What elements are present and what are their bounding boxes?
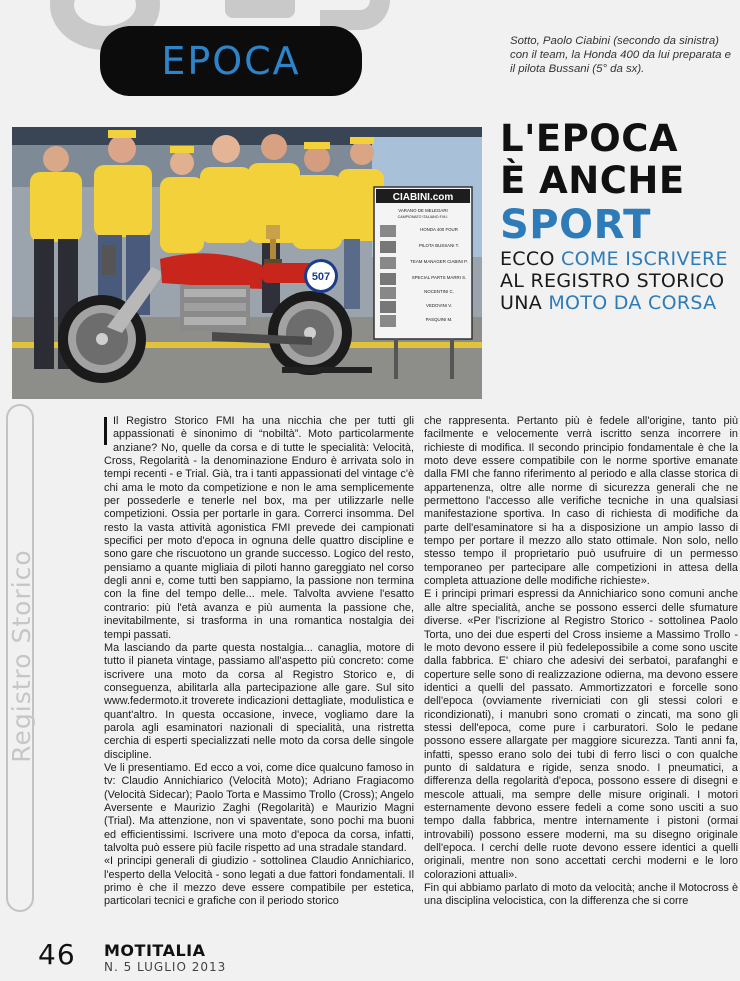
banner-line: HONDA 400 FOUR bbox=[420, 227, 458, 232]
banner-line: PILOTA BUSSANI T. bbox=[418, 243, 460, 248]
section-badge-label: EPOCA bbox=[161, 39, 301, 83]
team-photo bbox=[12, 127, 482, 399]
banner-line: TEAM MANAGER CIABINI P. bbox=[410, 259, 468, 264]
article-paragraph: Ma lasciando da parte questa nostalgia... canaglia, motore di tutto il pianeta vintage, passiamo all'aspetto più concreto: come iscrivere una moto da corsa al Registro Storico e, di conseguenza, abilitarla alla partecipazione alle gare. Sul sito www.federmoto.it troverete indicazioni dettagliate, modulistica e quant'altro. In questa occasione, invece, vogliamo dare la parola agli esaminatori nazionali di specialità, una ristretta cerchia di esperti specializzati nelle moto da corsa delle singole discipline. bbox=[104, 641, 414, 761]
decorative-letter-shape bbox=[225, 0, 295, 18]
issue-date: N. 5 LUGLIO 2013 bbox=[104, 960, 227, 974]
headline-subtitle bbox=[500, 248, 736, 314]
article-column-right bbox=[424, 415, 738, 909]
headline-line-2: È ANCHE bbox=[500, 159, 685, 202]
subtitle-part: ECCO bbox=[500, 248, 562, 270]
article-paragraph: Il Registro Storico FMI ha una nicchia che per tutti gli appassionati è sinonimo di “nobiltà”. Moto particolarmente anziane? No, quelle da corsa e di tutte le specialità: Velocità, Cross, Regolarità - la denominazione Enduro è arrivata solo in tempi recenti - e Trial. Già, tra i tanti appassionati del vintage c'è chi ama le moto da competizione e non le ama semplicemente per possederle e tenerle nel box, ma per utilizzarle nelle competizioni. Ossia per portarle in gara. Correrci insomma. Del resto la vasta attività agonistica FMI prevede dei campionati specifici per moto d'epoca in ognuna delle quattro discipline e sono gare che riscuotono un grande successo. Logico del resto, pensiamo a quante migliaia di piloti hanno gareggiato nel corso degli anni e, come tutti ben sappiamo, la passione non termina con la fine del tempo delle... mele. Talvolta avviene l'esatto contrario: più l'età avanza e più aumenta la passione che, inevitabilmente, si trasforma in una romantica nostalgia dei tempi passati. bbox=[104, 415, 414, 641]
article-paragraph: «I principi generali di giudizio - sottolinea Claudio Annichiarico, l'esperto della Velocità - sono legati a due fattori fondamentali. Il primo è che il mezzo deve essere compatibile per estetica, particolari tecnici e grafiche con il periodo storico bbox=[104, 855, 414, 908]
headline-line-3: SPORT bbox=[500, 202, 651, 248]
article-column-left bbox=[104, 415, 414, 909]
banner-line: PASQUINI M. bbox=[425, 317, 453, 322]
dropcap-marker bbox=[104, 417, 107, 445]
section-badge bbox=[100, 26, 362, 96]
subtitle-part-highlight: COME ISCRIVERE bbox=[561, 248, 728, 270]
article-headline bbox=[500, 118, 736, 314]
team-photo-illustration bbox=[12, 127, 482, 399]
banner-line: VEDOVINI V. bbox=[426, 303, 452, 308]
article-paragraph: Fin qui abbiamo parlato di moto da velocità; anche il Motocross è una disciplina velocistica, con la differenza che si corre bbox=[424, 882, 738, 908]
magazine-name: MOTITALIA bbox=[104, 941, 206, 960]
subtitle-part: AL REGISTRO STORICO UNA bbox=[500, 270, 725, 314]
sidebar-label: Registro Storico bbox=[7, 549, 36, 763]
article-paragraph: che rappresenta. Pertanto più è fedele all'origine, tanto più facilmente e velocemente verrà iscritto senza incorrere in richieste di modifica. Il secondo principio fondamentale è che la moto deve essere compatibile con le norme sportive emanate dalla FMI che fanno riferimento al periodo e alla classe storica di appartenenza, oltre alle norme di sicurezza generali che ne permettono l'accesso alle verifiche tecniche in una qualsiasi manifestazione sportiva. In caso di richiesta di modifiche da parte dell'esaminatore si ha a disposizione un ampio lasso di tempo per portare il mezzo allo stato ottimale. Non solo, nello stesso tempo il proprietario può usufruire di un permesso temporaneo per partecipare alle competizioni in attesa della completa attuazione delle modifiche richieste». bbox=[424, 415, 738, 588]
banner-line: NOCENTINI C. bbox=[424, 289, 454, 294]
page-number: 46 bbox=[38, 938, 76, 971]
article-paragraph: E i principi primari espressi da Annichiarico sono comuni anche alle altre specialità, anche se possono esserci delle sfumature diverse. «Per l'iscrizione al Registro Storico - sottolinea Paolo Torta, uno dei due esperti del Cross insieme a Massimo Trollo - le moto devono essere il più fedelepossibile a come sono uscite dalla fabbrica. E' chiaro che adesivi dei serbatoi, parafanghi e coperture selle sono di realizzazione odierna, ma devono essere identici a quelli del passato. Ammortizzatori e forcelle sono dell'epoca (ovviamente riverniciati con gli stessi colori e ricondizionati), i manubri sono cromati o zincati, ma sono gli stessi dell'epoca, come pure i carburatori. Solo le pedane possono essere allargate per maggiore sicurezza. Tanti anni fa, infatti, spesso erano solo dei tubi di ferro lisci o con qualche punto di saldatura e rigide, senza snodo. I pneumatici, a differenza della regolarità d'epoca, possono essere di disegni e mescole attuali, ma sempre delle misure originali. I motori esternamente devono essere fedeli a come sono usciti a suo tempo dalla fabbrica, mentre internamente i pistoni (ormai introvabili) possono essere moderni, ma su disegno originale dell'epoca. I cerchi delle ruote devono essere identici a quelli originali, mentre non sono accettati cerchi moderni e le loro colorazioni attuali». bbox=[424, 588, 738, 881]
banner-title: CIABINI.com bbox=[392, 192, 454, 203]
section-sidebar bbox=[6, 404, 34, 912]
headline-line-1: L'EPOCA bbox=[500, 117, 679, 160]
banner-line: CAMPIONATO ITALIANO F.M.I. bbox=[397, 215, 449, 219]
subtitle-part-highlight: MOTO DA CORSA bbox=[548, 292, 717, 314]
race-number: 507 bbox=[311, 271, 331, 283]
banner-line: VARANO DE MELEGARI bbox=[398, 208, 448, 213]
article-paragraph: Ve li presentiamo. Ed ecco a voi, come dice qualcuno famoso in tv: Claudio Annichiarico (Velocità Moto); Adriano Fragiacomo (Velocità Sidecar); Paolo Torta e Massimo Trollo (Cross); Angelo Aversente e Maurizio Zaghi (Regolarità) e Maurizio Magni (Trial). Ma attenzione, non vi spaventate, sono pochi ma buoni ed efficientissimi. Iscrivere una moto d'epoca da corsa, infatti, talvolta può essere più facile rispetto ad una stradale standard. bbox=[104, 761, 414, 854]
banner-line: SPECIAL PARTS MARRI S. bbox=[411, 275, 467, 280]
photo-caption: Sotto, Paolo Ciabini (secondo da sinistra) con il team, la Honda 400 da lui preparata e il pilota Bussani (5° da sx). bbox=[510, 35, 731, 75]
